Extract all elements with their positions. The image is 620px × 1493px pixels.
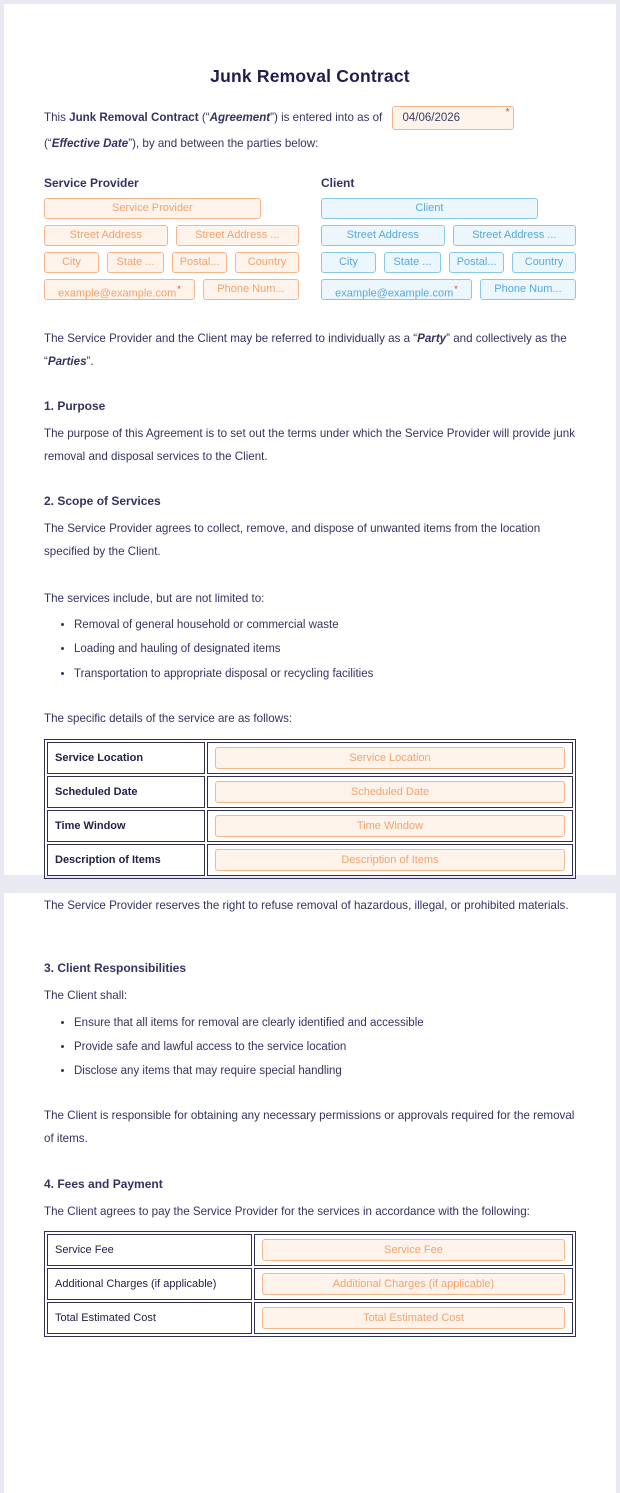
table-row: [47, 844, 573, 876]
client-section: [321, 176, 576, 306]
client-email-input[interactable]: example@example.com*: [321, 279, 472, 300]
provider-name-input[interactable]: Service Provider: [44, 198, 261, 219]
table-label: Additional Charges (if applicable): [47, 1268, 252, 1300]
client-postal-input[interactable]: Postal...: [449, 252, 504, 273]
table-row: [47, 742, 573, 774]
provider-state-input[interactable]: State ...: [107, 252, 164, 273]
table-row: [47, 1302, 573, 1334]
list-item: • Ensure that all items for removal are clearly identified and accessible: [74, 1015, 576, 1032]
effective-date-value: 04/06/2026: [402, 111, 461, 124]
responsibilities-bullet-list: [44, 1015, 576, 1081]
intro-agreement-term: Agreement: [209, 111, 271, 124]
intro-paragraph: This Junk Removal Contract (“Agreement”) is entered into as of 04/06/2026 * (“Effective Date”), by and between the parties below:: [44, 105, 576, 156]
section-2-heading: 2. Scope of Services: [44, 494, 161, 509]
additional-charges-input[interactable]: Additional Charges (if applicable): [262, 1273, 565, 1295]
table-row: [47, 1268, 573, 1300]
section-4-heading: 4. Fees and Payment: [44, 1176, 163, 1191]
page-title: Junk Removal Contract: [210, 66, 410, 86]
responsibilities-intro: The Client shall:: [44, 989, 128, 1002]
purpose-text: The purpose of this Agreement is to set out the terms under which the Service Provider will provide junk removal and disposal services to the Client.: [44, 427, 575, 463]
scope-text-2: The services include, but are not limited to:: [44, 591, 265, 605]
responsibilities-text: The Client is responsible for obtaining any necessary permissions or approvals required for the removal of items.: [44, 1109, 575, 1145]
provider-city-input[interactable]: City: [44, 252, 99, 273]
required-asterisk: *: [505, 106, 510, 118]
table-row: [47, 776, 573, 808]
table-label: Service Location: [47, 742, 205, 774]
table-label: Time Window: [47, 810, 205, 842]
provider-street2-input[interactable]: Street Address ...: [176, 225, 300, 246]
client-heading: Client: [321, 176, 355, 190]
client-country-input[interactable]: Country: [512, 252, 576, 273]
service-details-table: [44, 739, 576, 879]
table-label: Total Estimated Cost: [47, 1302, 252, 1334]
service-fee-input[interactable]: Service Fee: [262, 1239, 565, 1261]
required-asterisk: *: [454, 284, 458, 294]
parties-grid: [44, 176, 576, 306]
scheduled-date-input[interactable]: Scheduled Date: [215, 781, 565, 803]
parties-definition-paragraph: The Service Provider and the Client may be referred to individually as a “Party” and collectively as the “Parties”.: [44, 332, 567, 368]
provider-street-input[interactable]: Street Address: [44, 225, 168, 246]
party-term: Party: [417, 332, 447, 345]
client-city-input[interactable]: City: [321, 252, 376, 273]
list-item: • Transportation to appropriate disposal or recycling facilities: [74, 666, 576, 683]
section-1-heading: 1. Purpose: [44, 399, 106, 414]
client-state-input[interactable]: State ...: [384, 252, 441, 273]
list-item: • Loading and hauling of designated items: [74, 641, 576, 658]
section-3-heading: 3. Client Responsibilities: [44, 961, 187, 975]
intro-bold-contract: Junk Removal Contract: [69, 111, 199, 124]
table-row: [47, 810, 573, 842]
scope-text-1: The Service Provider agrees to collect, remove, and dispose of unwanted items from the location specified by the Client.: [44, 522, 541, 558]
fees-intro: The Client agrees to pay the Service Provider for the services in accordance with the following:: [44, 1204, 530, 1218]
table-label: Service Fee: [47, 1234, 252, 1266]
client-name-input[interactable]: Client: [321, 198, 538, 219]
required-asterisk: *: [177, 284, 181, 294]
list-item: • Removal of general household or commercial waste: [74, 617, 576, 634]
list-item: • Provide safe and lawful access to the service location: [74, 1039, 576, 1056]
provider-phone-input[interactable]: Phone Num...: [203, 279, 299, 300]
service-provider-section: [44, 176, 299, 306]
table-label: Description of Items: [47, 844, 205, 876]
intro-text: This: [44, 111, 70, 124]
effective-date-input[interactable]: [392, 106, 514, 130]
client-street2-input[interactable]: Street Address ...: [453, 225, 577, 246]
parties-term: Parties: [47, 354, 87, 368]
table-row: [47, 1234, 573, 1266]
provider-country-input[interactable]: Country: [235, 252, 299, 273]
total-estimated-cost-input[interactable]: Total Estimated Cost: [262, 1307, 565, 1329]
provider-postal-input[interactable]: Postal...: [172, 252, 227, 273]
client-phone-input[interactable]: Phone Num...: [480, 279, 576, 300]
service-location-input[interactable]: Service Location: [215, 747, 565, 769]
refusal-text: The Service Provider reserves the right to refuse removal of hazardous, illegal, or prohibited materials.: [44, 898, 569, 912]
time-window-input[interactable]: Time Window: [215, 815, 565, 837]
fees-table: [44, 1231, 576, 1337]
scope-text-3: The specific details of the service are as follows:: [44, 711, 293, 725]
list-item: • Disclose any items that may require special handling: [74, 1063, 576, 1080]
intro-effective-date-term: Effective Date: [51, 136, 129, 150]
contract-page-2: [4, 893, 616, 1493]
contract-page-1: [4, 4, 616, 912]
description-of-items-input[interactable]: Description of Items: [215, 849, 565, 871]
table-label: Scheduled Date: [47, 776, 205, 808]
client-street-input[interactable]: Street Address: [321, 225, 445, 246]
provider-email-input[interactable]: example@example.com*: [44, 279, 195, 300]
scope-bullet-list: [44, 617, 576, 683]
provider-heading: Service Provider: [44, 176, 139, 190]
